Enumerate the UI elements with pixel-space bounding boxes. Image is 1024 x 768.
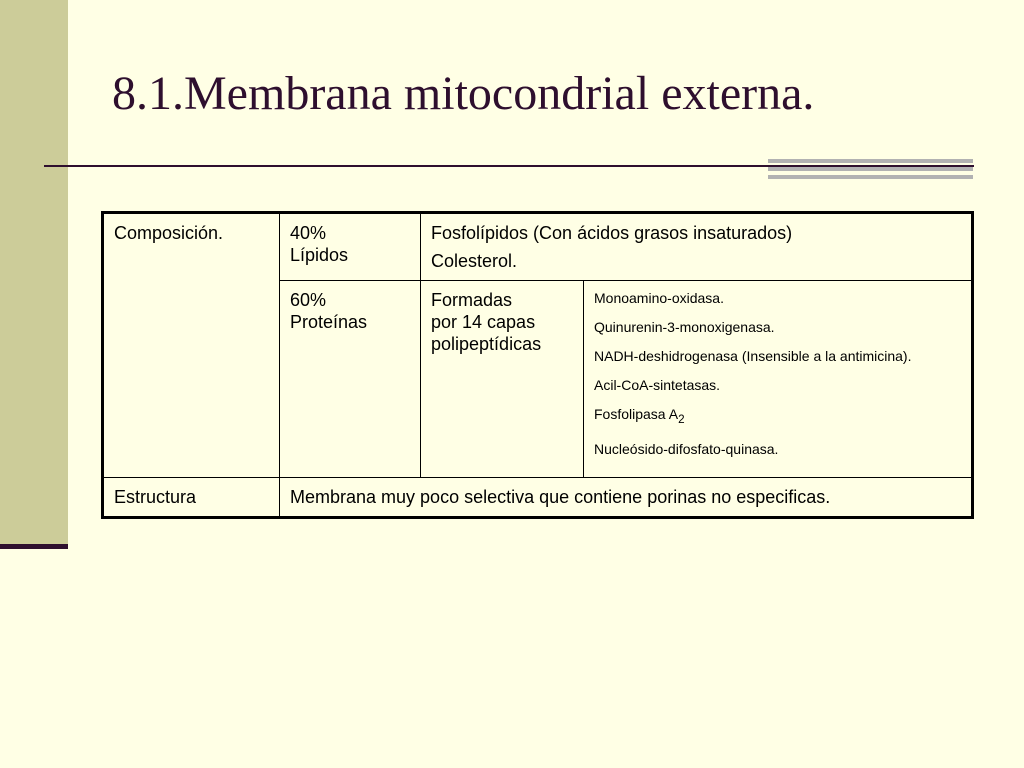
fosfolipasa-subscript: 2	[678, 412, 685, 426]
list-item: Monoamino-oxidasa.	[594, 290, 724, 306]
estructura-label: Estructura	[114, 487, 197, 507]
title-divider-accent	[768, 159, 973, 179]
list-item	[594, 403, 961, 431]
table-row	[103, 478, 973, 518]
enzimas-cell	[584, 281, 973, 478]
list-item: NADH-deshidrogenasa (Insensible a la antimicina).	[594, 348, 912, 364]
left-accent-bar	[0, 0, 68, 547]
proteinas-label: Proteínas	[290, 312, 368, 332]
composicion-label-cell	[103, 213, 280, 478]
proteinas-desc-2: por 14 capas	[431, 312, 536, 332]
list-item: Acil-CoA-sintetasas.	[594, 377, 721, 393]
proteinas-desc-1: Formadas	[431, 290, 513, 310]
proteinas-desc-3: polipeptídicas	[431, 334, 542, 354]
table-row	[103, 213, 973, 281]
list-item: Quinurenin-3-monoxigenasa.	[594, 319, 775, 335]
lipidos-desc-2: Colesterol.	[431, 251, 518, 271]
composition-table	[101, 211, 974, 519]
lipidos-cell	[280, 213, 421, 281]
left-accent-underline	[0, 544, 68, 549]
lipidos-desc-cell	[421, 213, 973, 281]
fosfolipasa-text: Fosfolipasa A	[594, 406, 679, 422]
slide-title: 8.1.Membrana mitocondrial externa.	[112, 67, 815, 120]
estructura-desc: Membrana muy poco selectiva que contiene porinas no especificas.	[290, 487, 831, 507]
proteinas-desc-cell	[421, 281, 584, 478]
lipidos-label: Lípidos	[290, 245, 349, 265]
lipidos-desc-1: Fosfolípidos (Con ácidos grasos insaturados)	[431, 223, 793, 243]
lipidos-percent: 40%	[290, 223, 327, 243]
estructura-label-cell	[103, 478, 280, 518]
proteinas-percent: 60%	[290, 290, 327, 310]
proteinas-cell	[280, 281, 421, 478]
list-item: Nucleósido-difosfato-quinasa.	[594, 440, 779, 457]
composicion-label: Composición.	[114, 223, 224, 243]
estructura-desc-cell	[280, 478, 973, 518]
